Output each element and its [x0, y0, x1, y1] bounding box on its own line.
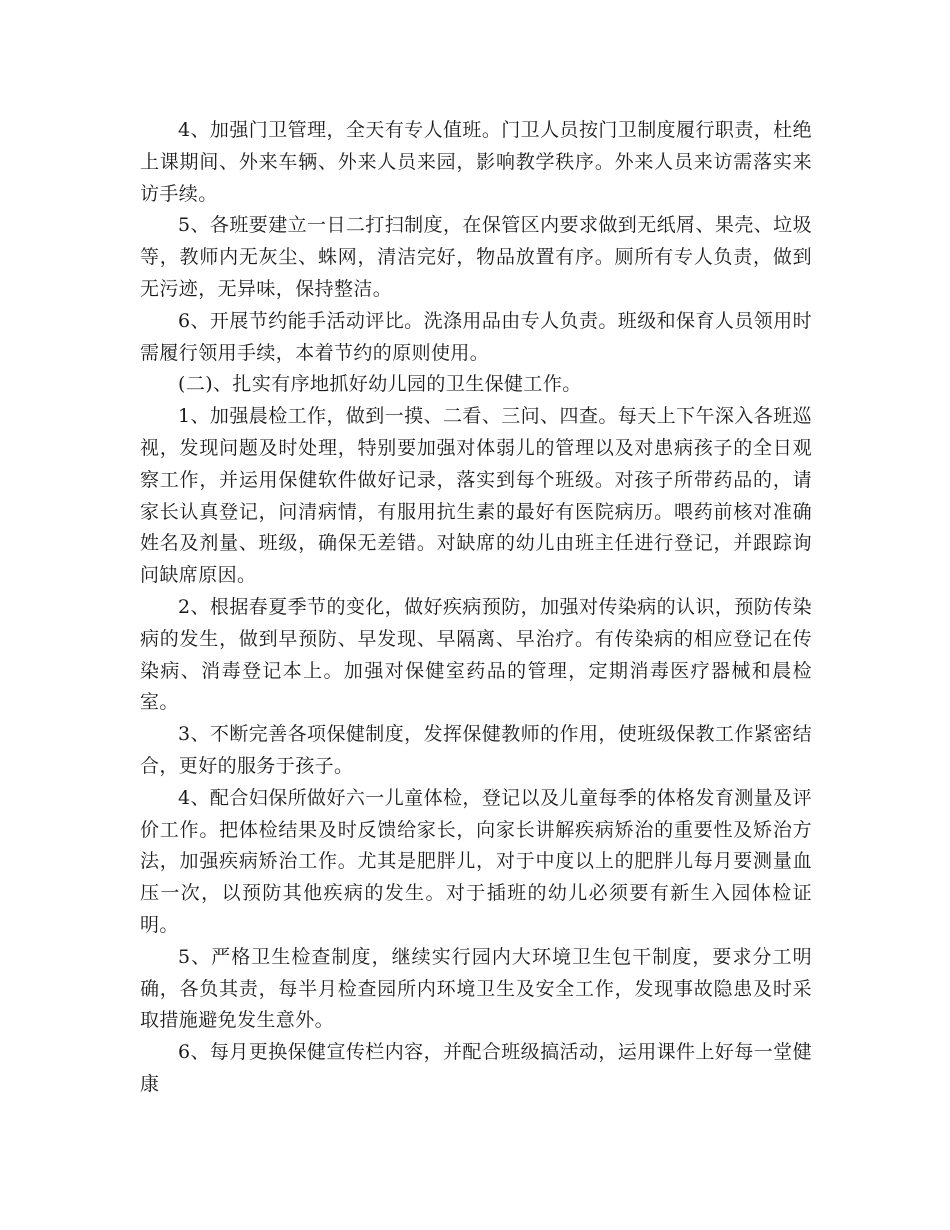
paragraph-bulletin-board: 6、每月更换保健宣传栏内容，并配合班级搞活动，运用课件上好每一堂健康 — [140, 1041, 812, 1095]
paragraph-disease-prevention: 2、根据春夏季节的变化，做好疾病预防，加强对传染病的认识，预防传染病的发生，做到早预防、早发现、早隔离、早治疗。有传染病的相应登记在传染病、消毒登记本上。加强对保健室药品的管理，定期消毒医疗器械和晨检室。 — [140, 595, 812, 714]
paragraph-saving-contest: 6、开展节约能手活动评比。洗涤用品由专人负责。班级和保育人员领用时需履行领用手续，本着节约的原则使用。 — [140, 309, 812, 364]
paragraph-morning-check: 1、加强晨检工作，做到一摸、二看、三问、四查。每天上下午深入各班巡视，发现问题及时处理，特别要加强对体弱儿的管理以及对患病孩子的全日观察工作，并运用保健软件做好记录，落实到每个班级。对孩子所带药品的，请家长认真登记，问清病情，有服用抗生素的最好有医院病历。喂药前核对准确姓名及剂量、班级，确保无差错。对缺席的幼儿由班主任进行登记，并跟踪询问缺席原因。 — [140, 405, 812, 587]
paragraph-cleaning-system: 5、各班要建立一日二打扫制度，在保管区内要求做到无纸屑、果壳、垃圾等，教师内无灰尘、蛛网，清洁完好，物品放置有序。厕所有专人负责，做到无污迹，无异味，保持整洁。 — [140, 214, 812, 300]
paragraph-physical-exam: 4、配合妇保所做好六一儿童体检，登记以及儿童每季的体格发育测量及评价工作。把体检结果及时反馈给家长，向家长讲解疾病矫治的重要性及矫治方法，加强疾病矫治工作。尤其是肥胖儿，对于中度以上的肥胖儿每月要测量血压一次，以预防其他疾病的发生。对于插班的幼儿必须要有新生入园体检证明。 — [140, 786, 812, 936]
paragraph-gate-management: 4、加强门卫管理，全天有专人值班。门卫人员按门卫制度履行职责，杜绝上课期间、外来车辆、外来人员来园，影响教学秩序。外来人员来访需落实来访手续。 — [140, 119, 812, 205]
paragraph-health-system: 3、不断完善各项保健制度，发挥保健教师的作用，使班级保教工作紧密结合，更好的服务于孩子。 — [140, 723, 812, 777]
section-heading-health-care: (二)、扎实有序地抓好幼儿园的卫生保健工作。 — [178, 373, 582, 396]
document-body — [140, 115, 812, 1101]
paragraph-hygiene-inspection: 5、严格卫生检查制度，继续实行园内大环境卫生包干制度，要求分工明确，各负其责，每半月检查园所内环境卫生及安全工作，发现事故隐患及时采取措施避免发生意外。 — [140, 945, 812, 1032]
